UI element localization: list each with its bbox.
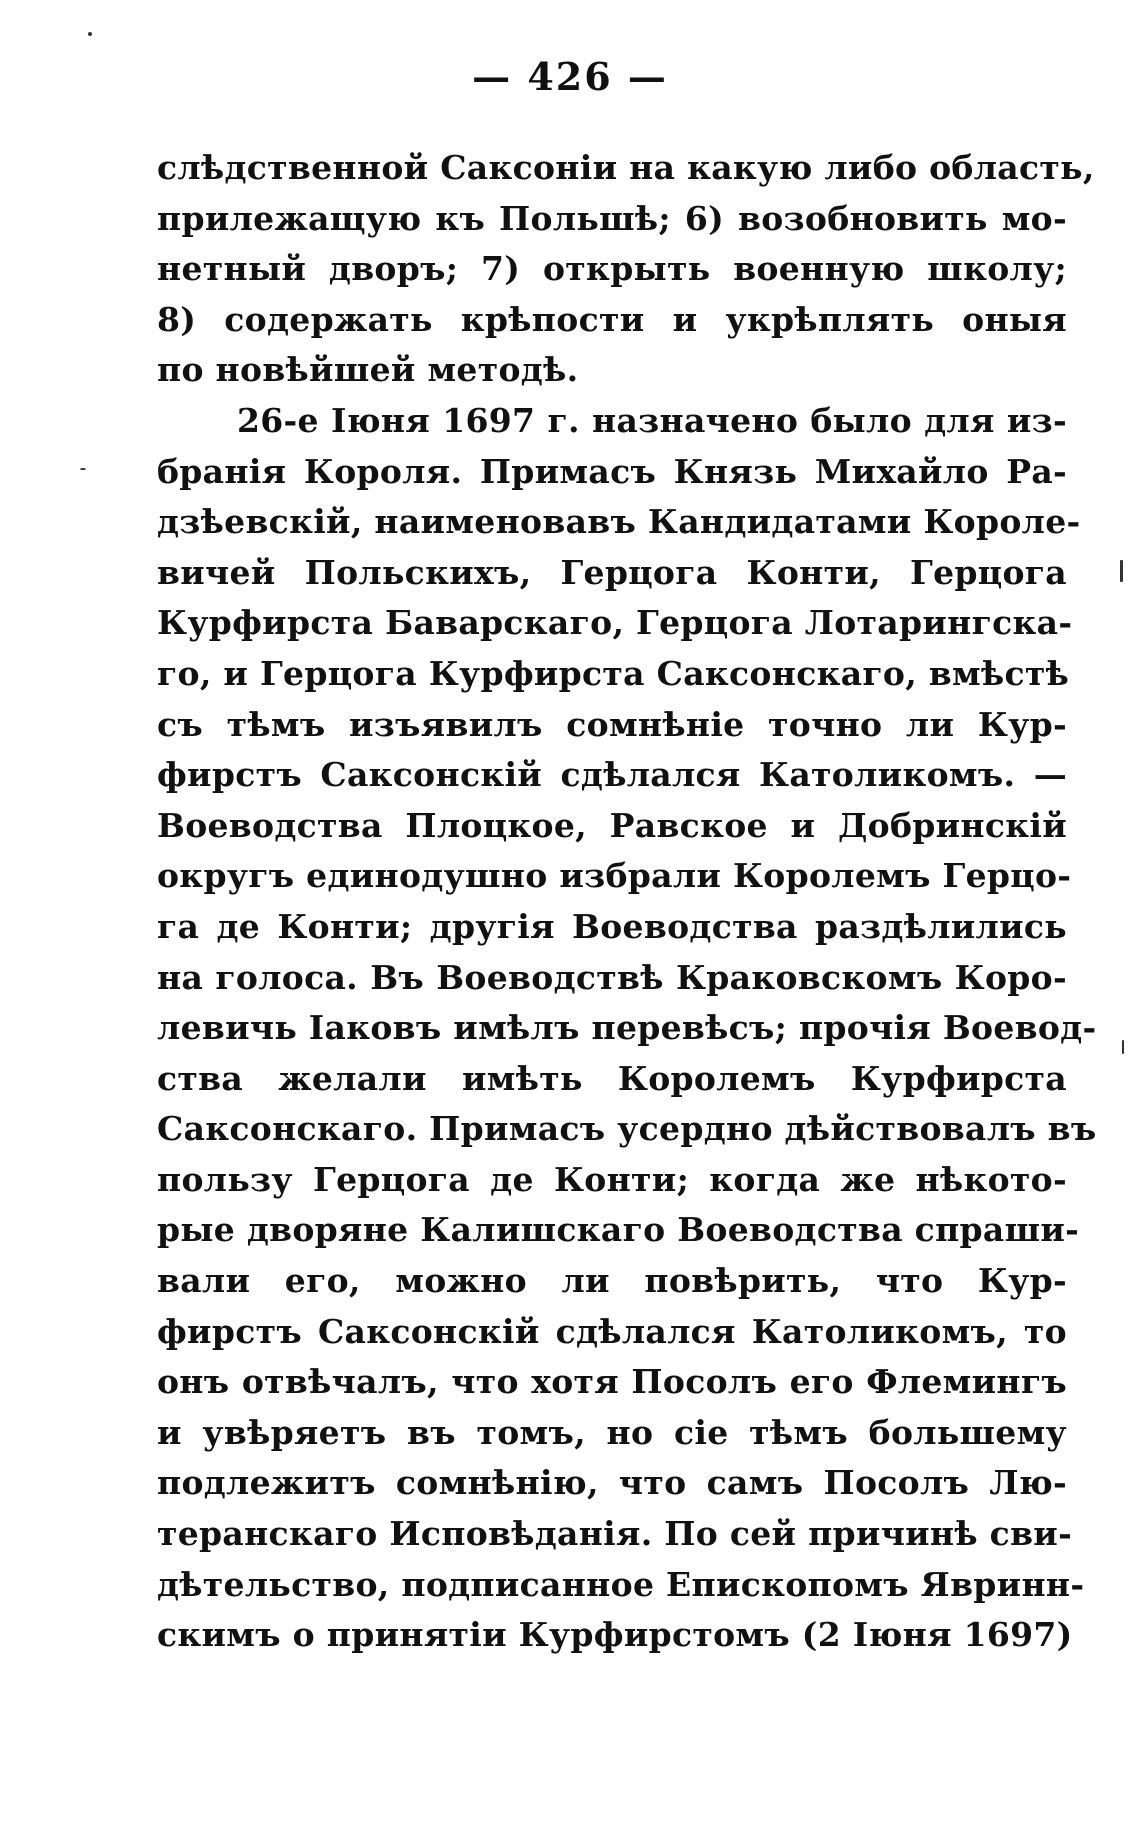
text-line: дзѣевскій, наименовавъ Кандидатами Короле- <box>157 502 1081 542</box>
text-line: и увѣряетъ въ томъ, но сіе тѣмъ большему <box>157 1412 1067 1452</box>
text-line: слѣдственной Саксоніи на какую либо область, <box>157 148 1095 187</box>
text-line: теранскаго Исповѣданія. По сей причинѣ сви- <box>157 1514 1073 1554</box>
text-line: нетный дворъ; 7) открыть военную школу; <box>157 249 1067 289</box>
text-line: дѣтельство, подписанное Епископомъ Явринн- <box>157 1564 1085 1604</box>
text-line: округъ единодушно избрали Королемъ Герцо- <box>157 856 1072 896</box>
scan-speck <box>80 468 86 470</box>
text-line: прилежащую къ Польшѣ; 6) возобновить мо- <box>157 198 1067 238</box>
text-line: левичь Іаковъ имѣлъ перевѣсъ; прочія Воевод- <box>157 1008 1097 1048</box>
text-line: го, и Герцога Курфирста Саксонскаго, вмѣстѣ <box>157 653 1070 693</box>
text-line: га де Конти; другія Воеводства раздѣлились <box>157 906 1067 946</box>
scan-speck <box>1122 1040 1124 1054</box>
text-line: съ тѣмъ изъявилъ сомнѣніе точно ли Кур- <box>157 704 1067 744</box>
text-line: Воеводства Плоцкое, Равское и Добринскій <box>157 805 1067 845</box>
text-line: вали его, можно ли повѣрить, что Кур- <box>157 1261 1067 1301</box>
text-line: фирстъ Саксонскій сдѣлался Католикомъ, то <box>157 1311 1067 1351</box>
text-line: бранія Короля. Примасъ Князь Михайло Ра- <box>157 451 1067 491</box>
text-line: Курфирста Баварскаго, Герцога Лотарингска- <box>157 603 1073 643</box>
text-line: пользу Герцога де Конти; когда же нѣкото- <box>157 1159 1067 1199</box>
text-line: Саксонскаго. Примасъ усердно дѣйствовалъ въ <box>157 1109 1097 1149</box>
text-line: ства желали имѣть Королемъ Курфирста <box>157 1058 1067 1098</box>
text-line: на голоса. Въ Воеводствѣ Краковскомъ Коро- <box>157 957 1067 997</box>
paragraph-first-line: 26-е Іюня 1697 г. назначено было для из- <box>237 400 1067 440</box>
text-line: онъ отвѣчалъ, что хотя Посолъ его Флемингъ <box>157 1362 1067 1402</box>
text-line: рые дворяне Калишскаго Воеводства спраши- <box>157 1210 1080 1250</box>
scan-speck <box>1120 560 1123 582</box>
text-line: подлежитъ сомнѣнію, что самъ Посолъ Лю- <box>157 1463 1067 1503</box>
text-line: по новѣйшей методѣ. <box>157 350 579 390</box>
text-line: 8) содержать крѣпости и укрѣплять оныя <box>157 299 1067 339</box>
scan-speck <box>88 32 92 36</box>
page-number: — 426 — <box>472 54 668 99</box>
text-line: фирстъ Саксонскій сдѣлался Католикомъ. — <box>157 755 1067 795</box>
text-line: скимъ о принятіи Курфирстомъ (2 Іюня 1697) <box>157 1615 1073 1655</box>
text-line: вичей Польскихъ, Герцога Конти, Герцога <box>157 552 1067 592</box>
body-text <box>157 143 1097 1661</box>
